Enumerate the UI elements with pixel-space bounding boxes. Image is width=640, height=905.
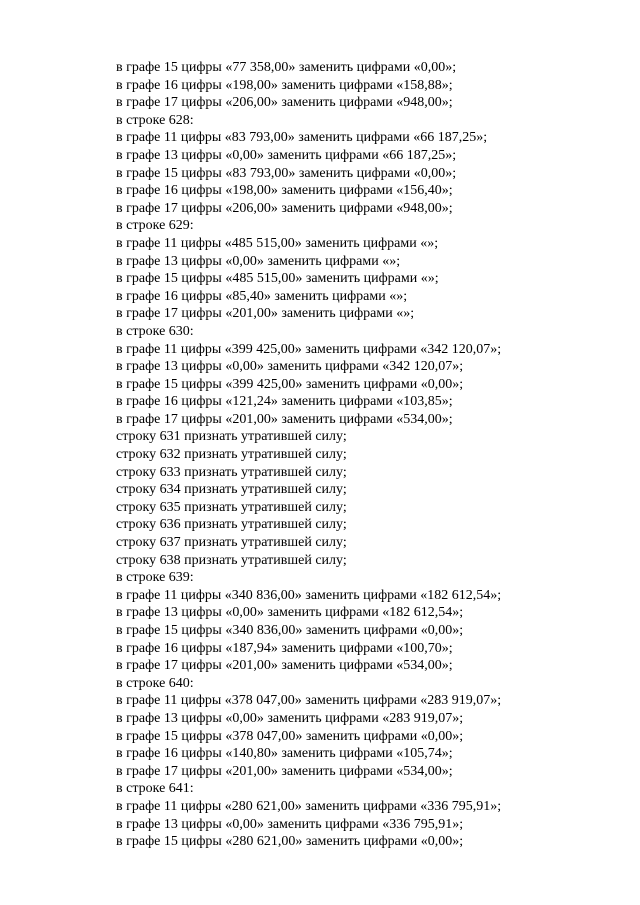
text-line: строку 638 признать утратившей силу; bbox=[116, 552, 347, 568]
text-line: в графе 17 цифры «201,00» заменить цифрами «534,00»; bbox=[116, 658, 453, 674]
text-line: в графе 16 цифры «121,24» заменить цифрами «103,85»; bbox=[116, 394, 453, 410]
text-line: в строке 628: bbox=[116, 112, 194, 128]
text-line: в графе 15 цифры «280 621,00» заменить цифрами «0,00»; bbox=[116, 834, 464, 850]
text-line: в графе 15 цифры «378 047,00» заменить цифрами «0,00»; bbox=[116, 728, 464, 744]
text-line: в графе 13 цифры «0,00» заменить цифрами «66 187,25»; bbox=[116, 147, 457, 163]
text-line: в графе 16 цифры «140,80» заменить цифрами «105,74»; bbox=[116, 746, 453, 762]
text-line: строку 632 признать утратившей силу; bbox=[116, 447, 347, 463]
text-line: в строке 630: bbox=[116, 323, 194, 339]
text-line: в графе 16 цифры «187,94» заменить цифрами «100,70»; bbox=[116, 640, 453, 656]
text-line: в графе 15 цифры «83 793,00» заменить цифрами «0,00»; bbox=[116, 165, 457, 181]
amendment-text bbox=[116, 59, 616, 851]
text-line: строку 637 признать утратившей силу; bbox=[116, 535, 347, 551]
text-line: в графе 17 цифры «206,00» заменить цифрами «948,00»; bbox=[116, 95, 453, 111]
text-line: в графе 11 цифры «83 793,00» заменить цифрами «66 187,25»; bbox=[116, 130, 488, 146]
text-line: в графе 11 цифры «485 515,00» заменить цифрами «»; bbox=[116, 235, 439, 251]
text-line: в графе 15 цифры «399 425,00» заменить цифрами «0,00»; bbox=[116, 376, 464, 392]
text-line: в строке 629: bbox=[116, 218, 194, 234]
text-line: в графе 11 цифры «399 425,00» заменить цифрами «342 120,07»; bbox=[116, 341, 502, 357]
text-line: в графе 17 цифры «201,00» заменить цифрами «534,00»; bbox=[116, 763, 453, 779]
text-line: в графе 17 цифры «206,00» заменить цифрами «948,00»; bbox=[116, 200, 453, 216]
text-line: в графе 13 цифры «0,00» заменить цифрами «182 612,54»; bbox=[116, 605, 464, 621]
text-line: строку 633 признать утратившей силу; bbox=[116, 464, 347, 480]
text-line: в строке 640: bbox=[116, 675, 194, 691]
text-line: в графе 13 цифры «0,00» заменить цифрами «283 919,07»; bbox=[116, 710, 464, 726]
text-line: в графе 13 цифры «0,00» заменить цифрами «336 795,91»; bbox=[116, 816, 464, 832]
text-line: в графе 16 цифры «198,00» заменить цифрами «158,88»; bbox=[116, 77, 453, 93]
text-line: в графе 15 цифры «77 358,00» заменить цифрами «0,00»; bbox=[116, 60, 457, 75]
text-line: в графе 15 цифры «485 515,00» заменить цифрами «»; bbox=[116, 271, 439, 287]
text-line: строку 636 признать утратившей силу; bbox=[116, 517, 347, 533]
text-line: в графе 11 цифры «280 621,00» заменить цифрами «336 795,91»; bbox=[116, 798, 502, 814]
text-line: в графе 15 цифры «340 836,00» заменить цифрами «0,00»; bbox=[116, 623, 464, 638]
text-line: в строке 639: bbox=[116, 570, 194, 586]
text-line: в графе 16 цифры «198,00» заменить цифрами «156,40»; bbox=[116, 183, 453, 199]
text-line: в строке 641: bbox=[116, 781, 194, 797]
text-line: в графе 11 цифры «378 047,00» заменить цифрами «283 919,07»; bbox=[116, 693, 502, 709]
text-line: строку 635 признать утратившей силу; bbox=[116, 499, 347, 515]
text-line: в графе 17 цифры «201,00» заменить цифрами «»; bbox=[116, 306, 415, 322]
text-line: в графе 16 цифры «85,40» заменить цифрами «»; bbox=[116, 288, 408, 304]
text-line: в графе 17 цифры «201,00» заменить цифрами «534,00»; bbox=[116, 411, 453, 427]
text-line: строку 631 признать утратившей силу; bbox=[116, 429, 347, 445]
text-line: в графе 11 цифры «340 836,00» заменить цифрами «182 612,54»; bbox=[116, 587, 502, 603]
text-line: в графе 13 цифры «0,00» заменить цифрами «342 120,07»; bbox=[116, 359, 464, 375]
text-line: в графе 13 цифры «0,00» заменить цифрами «»; bbox=[116, 253, 401, 269]
text-line: строку 634 признать утратившей силу; bbox=[116, 482, 347, 498]
